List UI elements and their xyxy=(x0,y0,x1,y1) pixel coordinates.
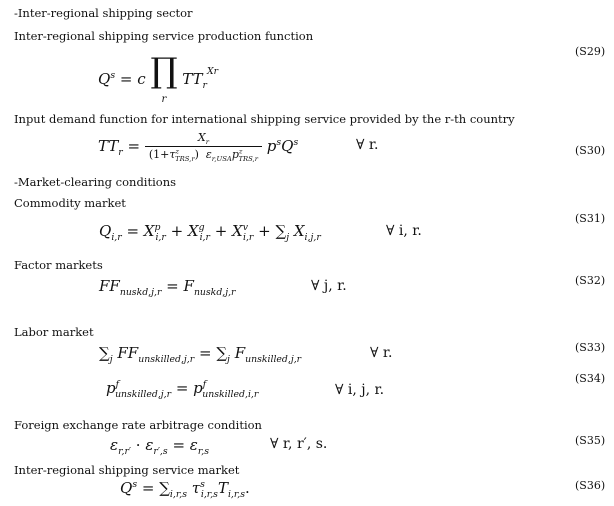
equation-s31: $Q_{i,r} = X^p_{i,r} + X^g_{i,r} + X^v_{i,r} + \sum_j$ $X_{i,j,r}$ xyxy=(99,222,321,243)
section-heading-shipping: -Inter-regional shipping sector xyxy=(14,6,193,20)
equation-s33: $\sum_j$ $FF_{unskilled,j,r} = \sum_j$ $F_{unskilled,j,r}$ xyxy=(99,344,302,365)
subheading-shipping-service-market: Inter-regional shipping service market xyxy=(14,463,240,477)
equation-s29: $Q^s = c$ ∏ r $TT_r^{Xr}$ xyxy=(98,51,219,105)
quantifier-s33: ∀ r. xyxy=(370,345,393,361)
equation-number-s29: (S29) xyxy=(575,45,606,58)
quantifier-s32: ∀ j, r. xyxy=(311,278,347,294)
equation-s36: $Q^s = \sum_{i,r,s}$ $\tau^s_{i,r,s}T_{i,r,s}$. xyxy=(120,479,250,500)
equation-number-s31: (S31) xyxy=(575,212,606,225)
equation-number-s33: (S33) xyxy=(575,341,606,354)
section-heading-market-clearing: -Market-clearing conditions xyxy=(14,175,177,189)
equation-s32: $FF_{nuskd,j,r} = F_{nuskd,j,r}$ xyxy=(99,277,236,298)
equation-number-s30: (S30) xyxy=(575,144,606,157)
subheading-commodity-market: Commodity market xyxy=(14,196,126,210)
equation-number-s32: (S32) xyxy=(575,274,606,287)
quantifier-s34: ∀ i, j, r. xyxy=(335,382,385,398)
subheading-labor-market: Labor market xyxy=(14,325,94,339)
equation-s34: $p^f_{unskilled,j,r} = p^f_{unskilled,i,r}$ xyxy=(106,379,259,400)
quantifier-s31: ∀ i, r. xyxy=(386,223,422,239)
equation-s30: $TT_r$ = $\frac{X_r}{(1+\tau^z_{TRS,r}) \varepsilon_{r,USA}p^z_{TRS,r}}$ $p^sQ^s$ xyxy=(98,131,299,164)
subheading-factor-markets: Factor markets xyxy=(14,258,103,272)
equation-number-s34: (S34) xyxy=(575,372,606,385)
equation-s35: $\varepsilon_{r,r'} \cdot \varepsilon_{r',s} = \varepsilon_{r,s}$ xyxy=(110,436,209,457)
equation-number-s35: (S35) xyxy=(575,434,606,447)
quantifier-s35: ∀ r, r′, s. xyxy=(270,436,328,452)
equation-number-s36: (S36) xyxy=(575,479,606,492)
quantifier-s30: ∀ r. xyxy=(356,137,379,153)
subheading-production-function: Inter-regional shipping service production function xyxy=(14,29,314,43)
subheading-foreign-exchange: Foreign exchange rate arbitrage condition xyxy=(14,418,262,432)
subheading-input-demand: Input demand function for international shipping service provided by the r-th country xyxy=(14,112,515,126)
